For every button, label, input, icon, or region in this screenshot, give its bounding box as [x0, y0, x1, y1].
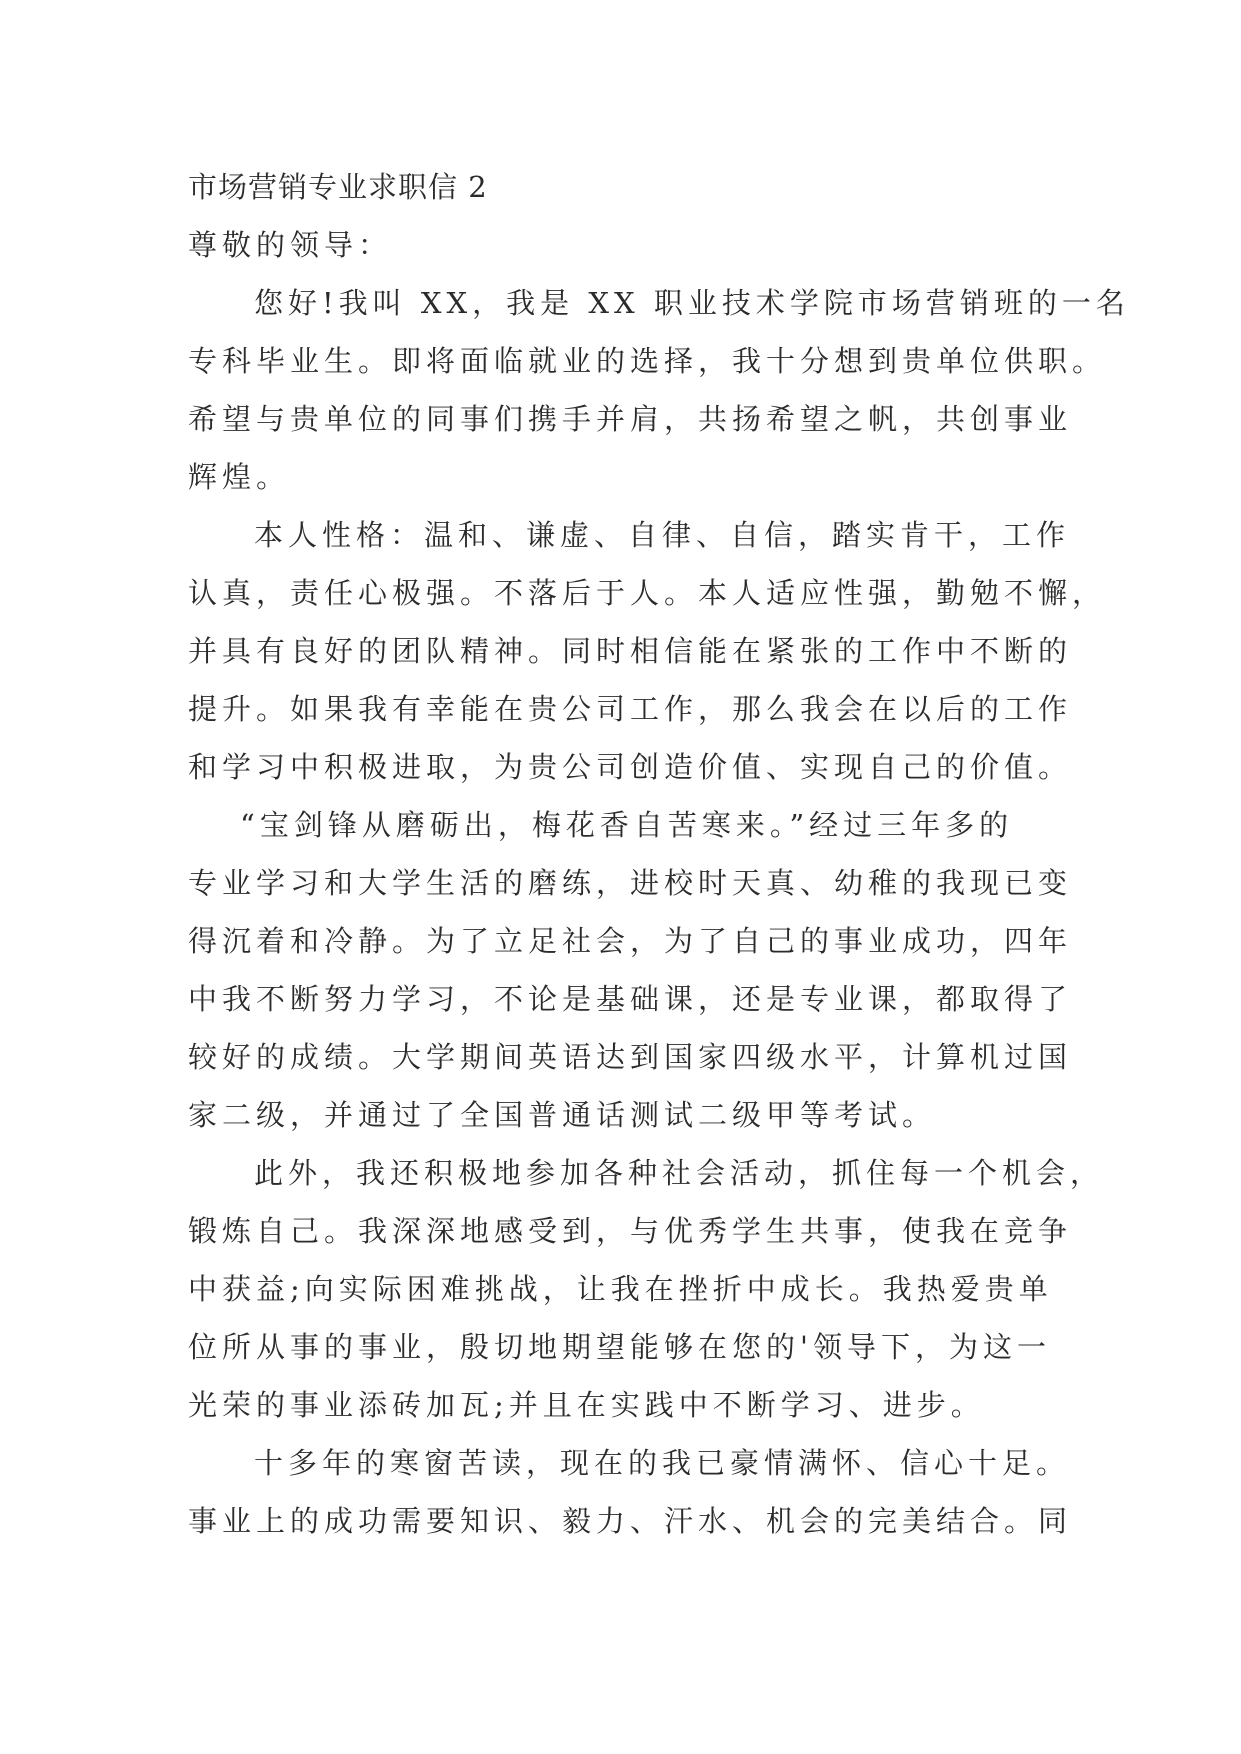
paragraph-line: 事业上的成功需要知识、毅力、汗水、机会的完美结合。同 [188, 1504, 1073, 1538]
paragraph-line: 认真，责任心极强。不落后于人。本人适应性强，勤勉不懈， [188, 576, 1107, 610]
paragraph-line: 中我不断努力学习，不论是基础课，还是专业课，都取得了 [188, 982, 1073, 1016]
paragraph-line: 锻炼自己。我深深地感受到，与优秀学生共事，使我在竞争 [188, 1214, 1073, 1248]
letter-title: 市场营销专业求职信 2 [188, 170, 488, 204]
salutation: 尊敬的领导： [188, 228, 393, 262]
paragraph-line: 光荣的事业添砖加瓦;并且在实践中不断学习、进步。 [188, 1388, 985, 1422]
paragraph-line: “宝剑锋从磨砺出，梅花香自苦寒来。”经过三年多的 [240, 808, 1014, 842]
paragraph-line: 中获益;向实际困难挑战，让我在挫折中成长。我热爱贵单 [188, 1272, 1053, 1306]
paragraph-line: 辉煌。 [188, 460, 291, 494]
paragraph-line: 提升。如果我有幸能在贵公司工作，那么我会在以后的工作 [188, 692, 1073, 726]
paragraph-line: 位所从事的事业，殷切地期望能够在您的'领导下，为这一 [188, 1330, 1051, 1364]
paragraph-line: 希望与贵单位的同事们携手并肩，共扬希望之帆，共创事业 [188, 402, 1073, 436]
paragraph-line: 您好!我叫 XX，我是 XX 职业技术学院市场营销班的一名 [254, 286, 1130, 320]
paragraph-line: 此外，我还积极地参加各种社会活动，抓住每一个机会， [254, 1156, 1105, 1190]
paragraph-line: 十多年的寒窗苦读，现在的我已豪情满怀、信心十足。 [254, 1446, 1071, 1480]
paragraph-line: 较好的成绩。大学期间英语达到国家四级水平，计算机过国 [188, 1040, 1073, 1074]
paragraph-line: 和学习中积极进取，为贵公司创造价值、实现自己的价值。 [188, 750, 1073, 784]
paragraph-line: 专科毕业生。即将面临就业的选择，我十分想到贵单位供职。 [188, 344, 1107, 378]
letter-body [188, 158, 1130, 1550]
paragraph-line: 得沉着和冷静。为了立足社会，为了自己的事业成功，四年 [188, 924, 1073, 958]
paragraph-line: 并具有良好的团队精神。同时相信能在紧张的工作中不断的 [188, 634, 1073, 668]
paragraph-line: 家二级，并通过了全国普通话测试二级甲等考试。 [188, 1098, 937, 1132]
paragraph-line: 专业学习和大学生活的磨练，进校时天真、幼稚的我现已变 [188, 866, 1073, 900]
paragraph-line: 本人性格：温和、谦虚、自律、自信，踏实肯干，工作 [254, 518, 1071, 552]
